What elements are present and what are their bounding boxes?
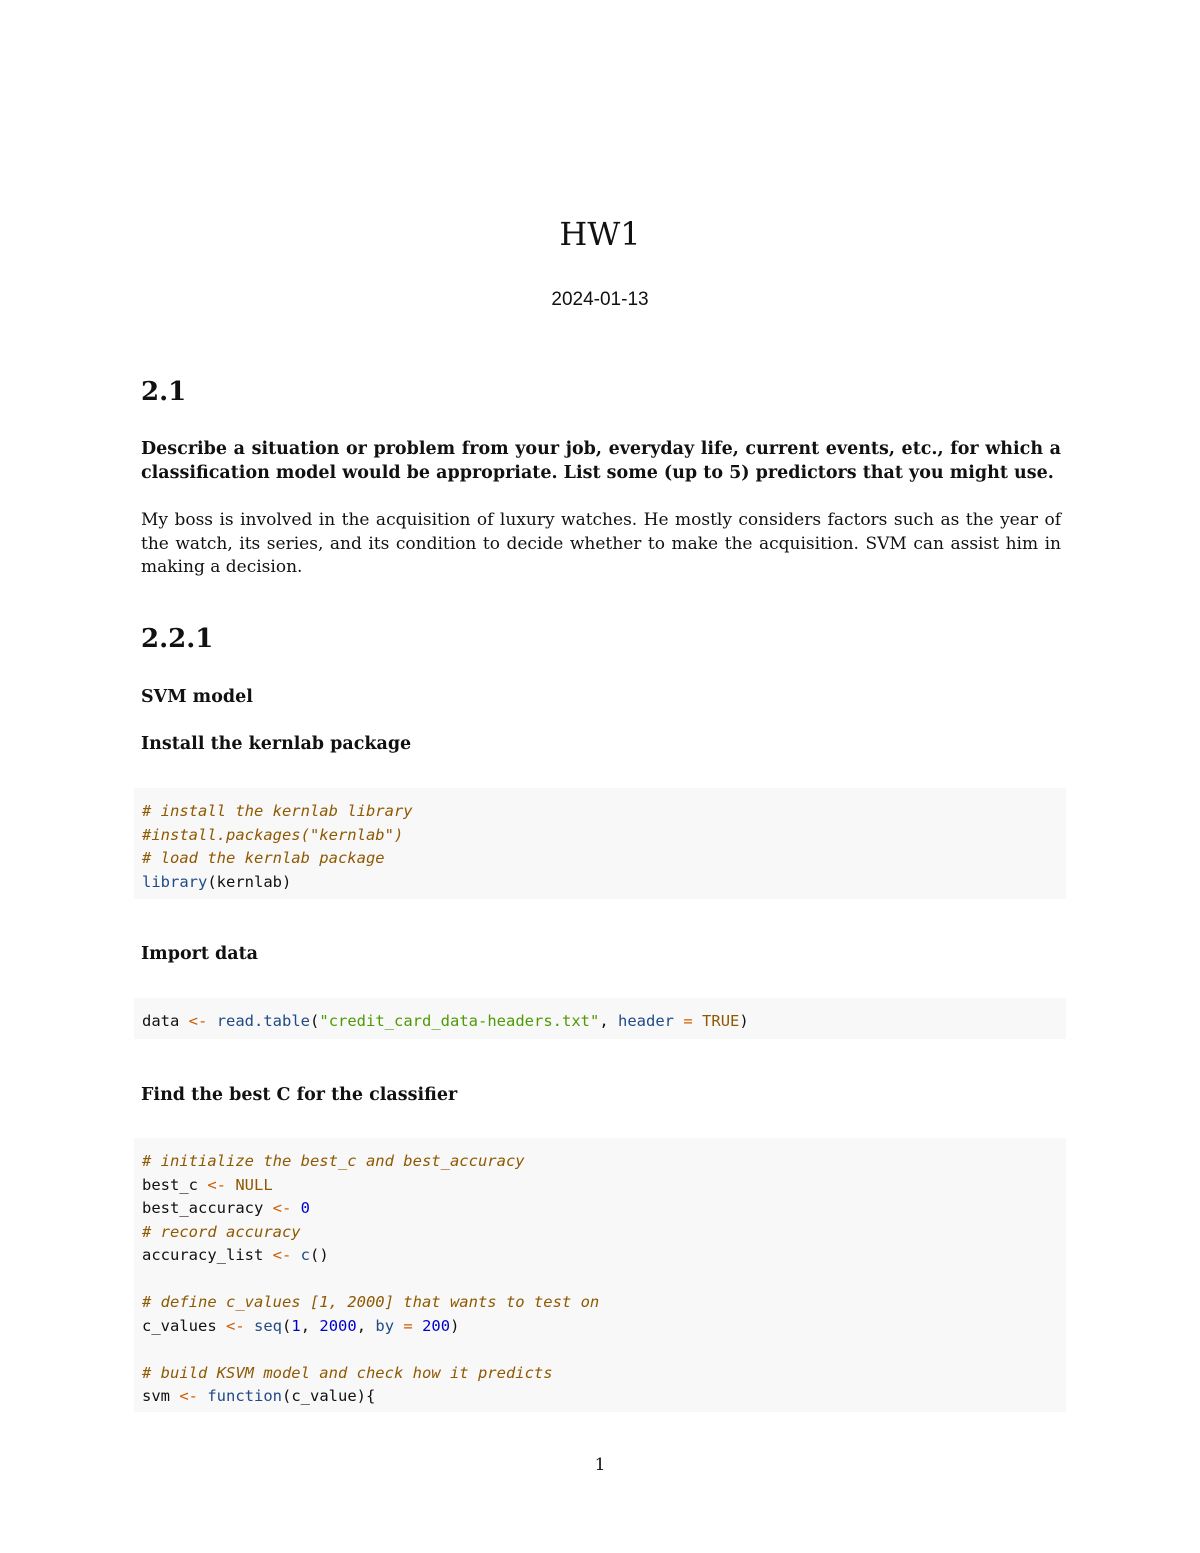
code-line [142, 1174, 1058, 1198]
code-line [142, 1362, 1058, 1386]
code-token [413, 1317, 422, 1335]
code-token: ) [450, 1316, 460, 1335]
section-heading-2-2-1: 2.2.1 [141, 624, 214, 654]
code-line [142, 1268, 1058, 1292]
code-token: c [300, 1246, 311, 1264]
code-token: header [618, 1012, 674, 1030]
code-token: # initialize the best_c and best_accuracy [142, 1152, 525, 1170]
code-token: read.table [216, 1012, 311, 1030]
code-token: <- [226, 1316, 245, 1335]
code-token: # build KSVM model and check how it predicts [142, 1363, 553, 1382]
code-token: # load the kernlab package [142, 849, 385, 867]
code-token: = [683, 1012, 693, 1030]
code-token: , [300, 1316, 320, 1335]
subheading-import-data: Import data [141, 944, 259, 964]
code-block-install [134, 788, 1066, 899]
code-token: <- [272, 1246, 292, 1264]
code-line [142, 1221, 1058, 1245]
code-token [291, 1246, 300, 1264]
code-token: 200 [422, 1316, 451, 1335]
code-token: 0 [300, 1199, 311, 1217]
code-line [142, 1291, 1058, 1315]
code-token: <- [188, 1012, 208, 1030]
code-token: seq [254, 1316, 283, 1335]
code-token [207, 1012, 216, 1030]
code-token: , [356, 1316, 376, 1335]
code-line [142, 871, 1058, 895]
code-line [142, 824, 1058, 848]
code-token: <- [207, 1175, 226, 1194]
code-token: <- [179, 1387, 198, 1405]
code-line [142, 1315, 1058, 1339]
code-token: 1 [291, 1316, 301, 1335]
code-token [674, 1012, 683, 1030]
page-number: 1 [594, 1455, 606, 1475]
code-token: svm [142, 1387, 180, 1405]
code-token [245, 1317, 254, 1335]
code-token: ( [282, 1316, 292, 1335]
code-token [226, 1176, 235, 1194]
code-line [142, 1244, 1058, 1268]
document-date: 2024-01-13 [551, 289, 649, 310]
code-line [142, 1385, 1058, 1409]
code-token: "credit_card_data-headers.txt" [319, 1012, 600, 1030]
code-token: data [142, 1012, 189, 1030]
code-token: , [599, 1012, 618, 1030]
code-token: by [375, 1316, 395, 1335]
code-token: best_accuracy [142, 1199, 273, 1217]
code-token: accuracy_list [142, 1246, 273, 1264]
code-token: # define c_values [1, 2000] that wants to test on [142, 1293, 600, 1311]
code-token: () [310, 1246, 329, 1264]
code-token: ) [739, 1012, 749, 1030]
code-token: best_c [142, 1175, 208, 1194]
code-token: 2000 [319, 1316, 357, 1335]
code-line [142, 1150, 1058, 1174]
code-block-best-c [134, 1138, 1066, 1412]
code-token: (kernlab) [207, 872, 292, 891]
code-token: function [207, 1387, 282, 1405]
code-token [291, 1199, 300, 1217]
code-token [394, 1317, 403, 1335]
section-question: Describe a situation or problem from your job, everyday life, current events, etc., for which a classification model would be appropriate. List some (up to 5) predictors that you might use. [141, 439, 1061, 483]
code-token: ( [310, 1012, 320, 1030]
code-block-import [134, 998, 1066, 1039]
code-token: # install the kernlab library [142, 802, 413, 820]
code-token: <- [272, 1199, 292, 1217]
section-answer: My boss is involved in the acquisition of luxury watches. He mostly considers factors such as the year of the watch, its series, and its condition to decide whether to make the acquisition. SVM can assist him in making a decision. [141, 510, 1061, 577]
code-token [198, 1387, 207, 1405]
code-token: NULL [235, 1175, 273, 1194]
code-line [142, 847, 1058, 871]
code-line [142, 800, 1058, 824]
document-title: HW1 [559, 215, 641, 253]
code-token: #install.packages("kernlab") [142, 825, 404, 844]
code-token: c_values [142, 1316, 226, 1335]
code-line [142, 1338, 1058, 1362]
subheading-install-kernlab: Install the kernlab package [141, 734, 412, 754]
subheading-find-best-c: Find the best C for the classifier [141, 1085, 458, 1105]
subheading-svm-model: SVM model [141, 687, 253, 707]
code-token: = [403, 1316, 413, 1335]
code-token [693, 1012, 702, 1030]
code-token: # record accuracy [142, 1222, 301, 1241]
code-line [142, 1197, 1058, 1221]
code-token: TRUE [702, 1012, 740, 1030]
section-heading-2-1: 2.1 [141, 377, 187, 407]
code-line [142, 1010, 1058, 1034]
code-token: (c_value){ [282, 1387, 376, 1405]
code-token: library [142, 872, 208, 891]
